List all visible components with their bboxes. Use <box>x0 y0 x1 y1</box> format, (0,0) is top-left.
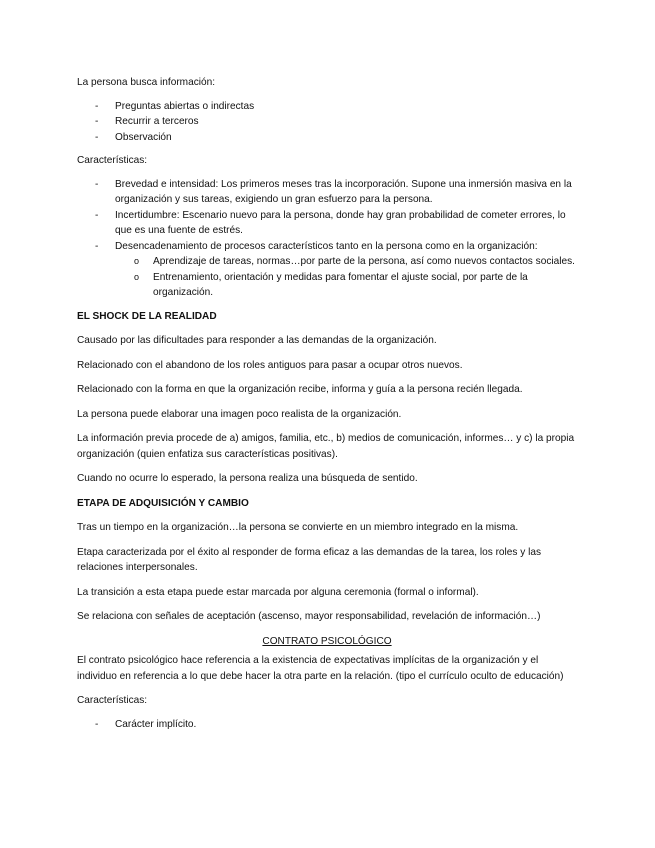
etapa-heading: ETAPA DE ADQUISICIÓN Y CAMBIO <box>77 497 249 509</box>
paragraph: La transición a esta etapa puede estar marcada por alguna ceremonia (formal o informal). <box>77 586 479 598</box>
intro-list <box>77 99 577 146</box>
caracteristicas-list <box>77 177 577 301</box>
caracteristicas-label: Características: <box>77 155 148 166</box>
list-item: - Brevedad e intensidad: Los primeros meses tras la incorporación. Supone una inmersión masiva en la organización y sus tareas, exigiendo un gran esfuerzo para la persona. <box>77 177 577 208</box>
paragraph: El contrato psicológico hace referencia a la existencia de expectativas implícitas de la organización y el individuo en referencia a lo que debe hacer la otra parte en la relación. (tipo el currículo oculto de educación) <box>77 655 564 682</box>
contrato-list <box>77 717 577 733</box>
intro-text: La persona busca información: <box>77 77 216 88</box>
paragraph: Tras un tiempo en la organización…la persona se convierte en un miembro integrado en la misma. <box>77 522 519 533</box>
paragraph: Causado por las dificultades para responder a las demandas de la organización. <box>77 335 437 346</box>
paragraph: Relacionado con la forma en que la organización recibe, informa y guía a la persona recién llegada. <box>77 384 523 395</box>
list-item-text: Desencadenamiento de procesos característicos tanto en la persona como en la organización: <box>115 240 538 252</box>
paragraph: Relacionado con el abandono de los roles antiguos para pasar a ocupar otros nuevos. <box>77 359 463 371</box>
shock-heading: EL SHOCK DE LA REALIDAD <box>77 310 217 322</box>
sub-list <box>115 254 577 301</box>
list-item: - Incertidumbre: Escenario nuevo para la persona, donde hay gran probabilidad de cometer errores, lo que es una fuente de estrés. <box>77 208 577 239</box>
paragraph: Se relaciona con señales de aceptación (ascenso, mayor responsabilidad, revelación de información…) <box>77 611 541 622</box>
list-item <box>77 239 577 301</box>
list-item: - Recurrir a terceros <box>77 114 577 130</box>
list-item: - Carácter implícito. <box>77 717 577 733</box>
paragraph: La persona puede elaborar una imagen poco realista de la organización. <box>77 408 402 420</box>
paragraph: La información previa procede de a) amigos, familia, etc., b) medios de comunicación, informes… y c) la propia organización (quien enfatiza sus características positivas). <box>77 433 575 460</box>
paragraph: Cuando no ocurre lo esperado, la persona realiza una búsqueda de sentido. <box>77 473 418 484</box>
caracteristicas-label: Características: <box>77 695 148 706</box>
sub-list-item: o Entrenamiento, orientación y medidas para fomentar el ajuste social, por parte de la organización. <box>115 270 577 301</box>
list-item: - Preguntas abiertas o indirectas <box>77 99 577 115</box>
sub-list-item: o Aprendizaje de tareas, normas…por parte de la persona, así como nuevos contactos sociales. <box>115 254 577 270</box>
document-page <box>77 75 577 740</box>
contrato-title: CONTRATO PSICOLÓGICO <box>262 635 392 647</box>
list-item: - Observación <box>77 130 577 146</box>
paragraph: Etapa caracterizada por el éxito al responder de forma eficaz a las demandas de la tarea, los roles y las relaciones interpersonales. <box>77 546 542 573</box>
